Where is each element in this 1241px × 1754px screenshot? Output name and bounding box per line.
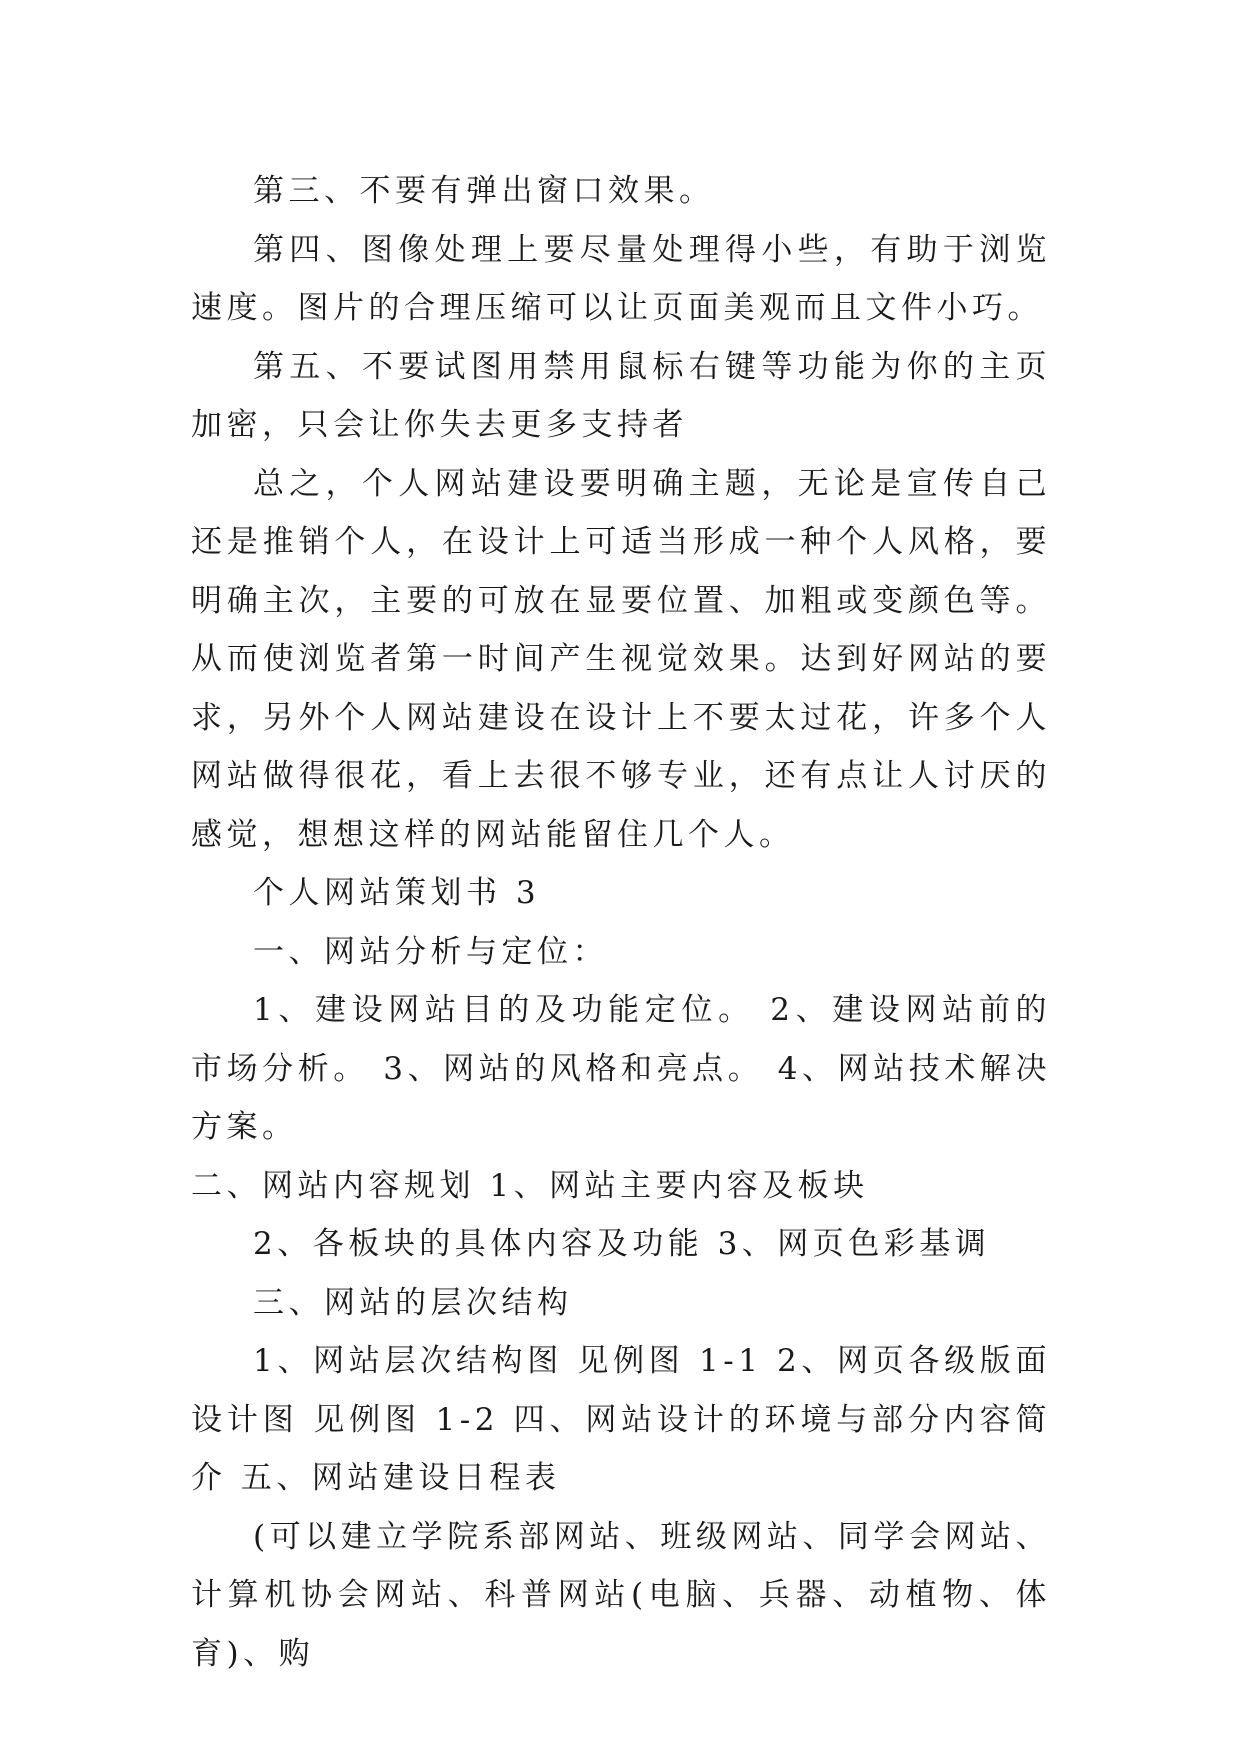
- paragraph: 1、建设网站目的及功能定位。 2、建设网站前的市场分析。 3、网站的风格和亮点。 4、网站技术解决方案。: [191, 992, 1051, 1145]
- paragraph: 一、网站分析与定位：: [253, 933, 608, 970]
- paragraph: 1、网站层次结构图 见例图 1-1 2、网页各级版面设计图 见例图 1-2 四、网站设计的环境与部分内容简介 五、网站建设日程表: [191, 1343, 1051, 1496]
- paragraph: 二、网站内容规划 1、网站主要内容及板块: [191, 1167, 869, 1204]
- paragraph: 三、网站的层次结构: [253, 1284, 573, 1321]
- paragraph: (可以建立学院系部网站、班级网站、同学会网站、计算机协会网站、科普网站(电脑、兵器、动植物、体育)、购: [191, 1518, 1051, 1672]
- paragraph: 第三、不要有弹出窗口效果。: [253, 173, 715, 209]
- paragraph: 总之，个人网站建设要明确主题，无论是宣传自己还是推销个人，在设计上可适当形成一种个人风格，要明确主次，主要的可放在显要位置、加粗或变颜色等。从而使浏览者第一时间产生视觉效果。达到好网站的要求，另外个人网站建设在设计上不要太过花，许多个人网站做得很花，看上去很不够专业，还有点让人讨厌的感觉，想想这样的网站能留住几个人。: [191, 465, 1051, 853]
- section-heading: 个人网站策划书 3: [253, 875, 541, 911]
- paragraph: 2、各板块的具体内容及功能 3、网页色彩基调: [253, 1226, 991, 1262]
- document-body: [191, 162, 1051, 1683]
- paragraph: 第五、不要试图用禁用鼠标右键等功能为你的主页加密，只会让你失去更多支持者: [191, 348, 1051, 443]
- paragraph: 第四、图像处理上要尽量处理得小些，有助于浏览速度。图片的合理压缩可以让页面美观而且文件小巧。: [191, 231, 1051, 326]
